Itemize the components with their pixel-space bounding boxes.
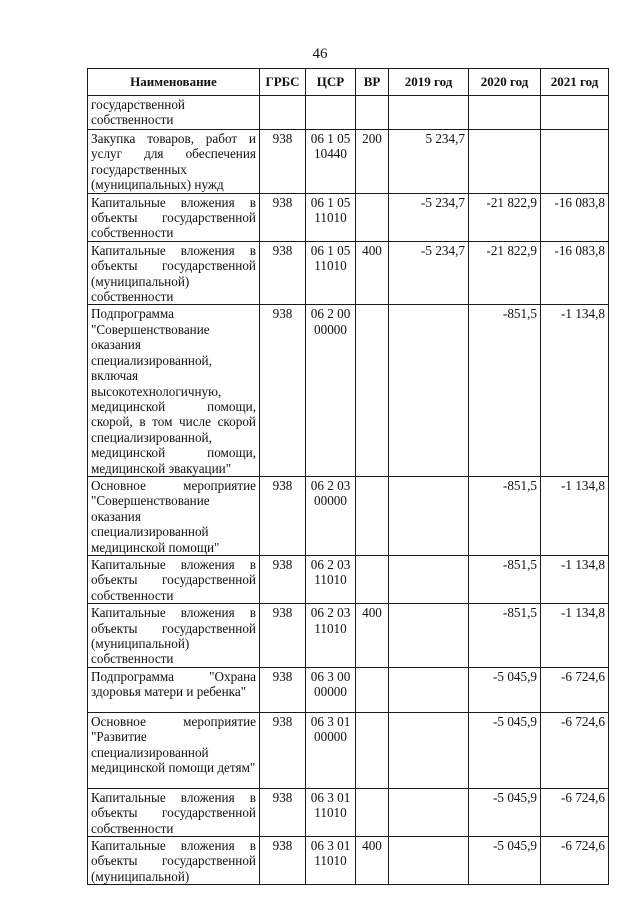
table-row [88, 241, 609, 305]
table-row [88, 476, 609, 555]
table-row [88, 555, 609, 603]
row-csr-cell: 06 3 01 11010 [306, 837, 356, 885]
row-grbs-cell: 938 [260, 193, 306, 241]
table-row [88, 604, 609, 668]
row-grbs-cell: 938 [260, 241, 306, 305]
row-csr-cell: 06 3 00 00000 [306, 667, 356, 712]
row-vr-cell [356, 193, 389, 241]
row-grbs-cell: 938 [260, 837, 306, 885]
row-name-cell: Подпрограмма "Совершенствование оказания специализированной, включая высокотехнологичную, медицинской помощи, скорой, в том числе скорой специализированной, медицинской помощи, медицинской эвакуации" [88, 305, 260, 476]
row-name-cell: Капитальные вложения в объекты государственной (муниципальной) собственности [88, 604, 260, 668]
row-2021-cell: -6 724,6 [541, 667, 609, 712]
row-2021-cell: -6 724,6 [541, 837, 609, 885]
row-2019-cell: -5 234,7 [389, 193, 469, 241]
table-header-row [88, 69, 609, 96]
table-row [88, 193, 609, 241]
row-name-cell: Капитальные вложения в объекты государственной (муниципальной) собственности [88, 241, 260, 305]
header-csr: ЦСР [306, 69, 356, 96]
row-2019-cell [389, 555, 469, 603]
budget-table [87, 68, 609, 885]
table-row [88, 788, 609, 836]
row-grbs-cell: 938 [260, 555, 306, 603]
header-vr: ВР [356, 69, 389, 96]
row-2019-cell [389, 712, 469, 788]
row-2021-cell [541, 96, 609, 130]
row-vr-cell [356, 788, 389, 836]
row-2019-cell [389, 788, 469, 836]
row-2021-cell: -6 724,6 [541, 712, 609, 788]
table-row [88, 837, 609, 885]
row-2019-cell [389, 604, 469, 668]
row-2020-cell: -851,5 [469, 476, 541, 555]
row-csr-cell: 06 1 05 10440 [306, 130, 356, 194]
row-2020-cell: -851,5 [469, 604, 541, 668]
row-vr-cell [356, 96, 389, 130]
row-grbs-cell: 938 [260, 305, 306, 476]
row-2021-cell [541, 130, 609, 194]
table-row [88, 305, 609, 476]
row-name-cell: Капитальные вложения в объекты государственной (муниципальной) [88, 837, 260, 885]
row-2020-cell: -5 045,9 [469, 788, 541, 836]
row-csr-cell: 06 3 01 00000 [306, 712, 356, 788]
row-csr-cell: 06 1 05 11010 [306, 193, 356, 241]
row-2021-cell: -1 134,8 [541, 555, 609, 603]
row-name-cell: Подпрограмма "Охрана здоровья матери и ребенка" [88, 667, 260, 712]
row-vr-cell [356, 555, 389, 603]
row-2019-cell [389, 667, 469, 712]
row-2021-cell: -1 134,8 [541, 305, 609, 476]
row-2020-cell [469, 130, 541, 194]
row-csr-cell: 06 2 03 11010 [306, 555, 356, 603]
row-name-cell: Закупка товаров, работ и услуг для обеспечения государственных (муниципальных) нужд [88, 130, 260, 194]
table-row [88, 667, 609, 712]
row-2021-cell: -16 083,8 [541, 193, 609, 241]
row-2020-cell: -851,5 [469, 555, 541, 603]
header-name: Наименование [88, 69, 260, 96]
row-2019-cell [389, 96, 469, 130]
row-2020-cell: -21 822,9 [469, 241, 541, 305]
row-grbs-cell: 938 [260, 130, 306, 194]
page-number: 46 [312, 46, 328, 62]
row-2020-cell: -5 045,9 [469, 837, 541, 885]
row-name-cell: Капитальные вложения в объекты государственной собственности [88, 193, 260, 241]
row-csr-cell: 06 2 00 00000 [306, 305, 356, 476]
row-name-cell: Капитальные вложения в объекты государственной собственности [88, 555, 260, 603]
row-name-cell: государственной собственности [88, 96, 260, 130]
row-2019-cell [389, 837, 469, 885]
row-2021-cell: -6 724,6 [541, 788, 609, 836]
header-2019: 2019 год [389, 69, 469, 96]
row-2021-cell: -1 134,8 [541, 604, 609, 668]
row-2019-cell [389, 476, 469, 555]
row-2019-cell: -5 234,7 [389, 241, 469, 305]
row-csr-cell: 06 1 05 11010 [306, 241, 356, 305]
row-csr-cell: 06 2 03 00000 [306, 476, 356, 555]
header-2021: 2021 год [541, 69, 609, 96]
row-2021-cell: -1 134,8 [541, 476, 609, 555]
row-csr-cell: 06 2 03 11010 [306, 604, 356, 668]
row-name-cell: Капитальные вложения в объекты государственной собственности [88, 788, 260, 836]
header-grbs: ГРБС [260, 69, 306, 96]
row-2020-cell [469, 96, 541, 130]
table-row [88, 130, 609, 194]
header-2020: 2020 год [469, 69, 541, 96]
row-2020-cell: -21 822,9 [469, 193, 541, 241]
row-csr-cell [306, 96, 356, 130]
row-2019-cell [389, 305, 469, 476]
row-vr-cell [356, 476, 389, 555]
row-name-cell: Основное мероприятие "Развитие специализированной медицинской помощи детям" [88, 712, 260, 788]
row-grbs-cell: 938 [260, 604, 306, 668]
row-csr-cell: 06 3 01 11010 [306, 788, 356, 836]
row-grbs-cell: 938 [260, 476, 306, 555]
row-vr-cell: 200 [356, 130, 389, 194]
row-2020-cell: -5 045,9 [469, 667, 541, 712]
row-2021-cell: -16 083,8 [541, 241, 609, 305]
row-grbs-cell: 938 [260, 712, 306, 788]
row-vr-cell [356, 712, 389, 788]
row-2019-cell: 5 234,7 [389, 130, 469, 194]
table-row [88, 712, 609, 788]
row-grbs-cell: 938 [260, 788, 306, 836]
row-vr-cell [356, 667, 389, 712]
row-name-cell: Основное мероприятие "Совершенствование оказания специализированной медицинской помощи" [88, 476, 260, 555]
row-vr-cell: 400 [356, 837, 389, 885]
row-vr-cell [356, 305, 389, 476]
row-vr-cell: 400 [356, 604, 389, 668]
row-2020-cell: -851,5 [469, 305, 541, 476]
row-2020-cell: -5 045,9 [469, 712, 541, 788]
row-grbs-cell [260, 96, 306, 130]
row-grbs-cell: 938 [260, 667, 306, 712]
row-vr-cell: 400 [356, 241, 389, 305]
table-row [88, 96, 609, 130]
